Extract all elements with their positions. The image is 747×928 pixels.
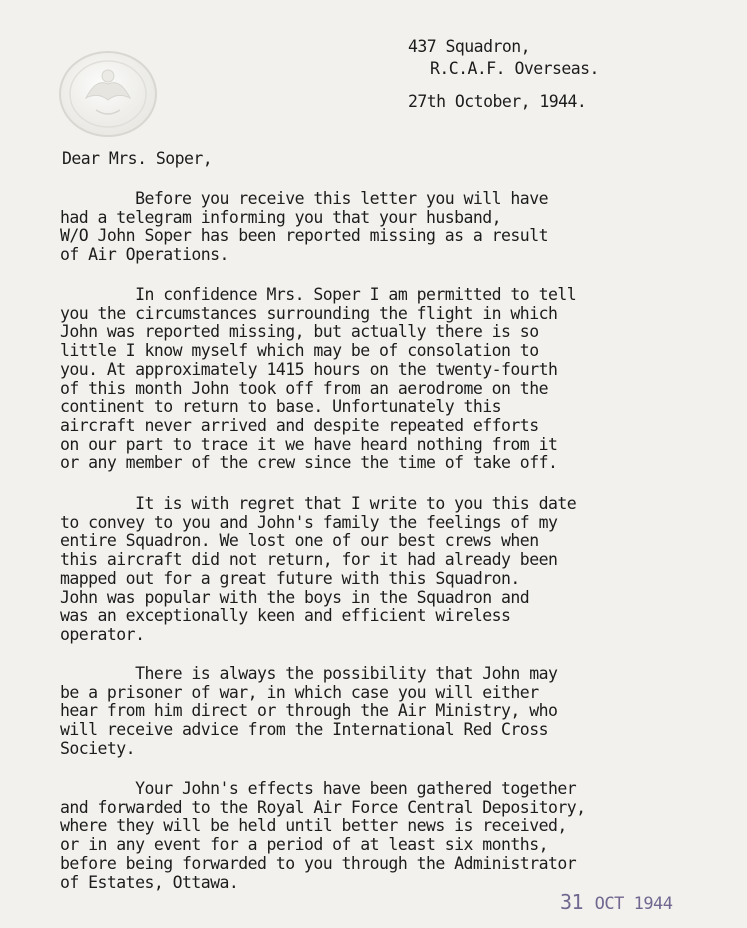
paragraph-5: Your John's effects have been gathered together and forwarded to the Royal Air Force Central Depository, where they will be held until better news is received, or in any event for a period of at least six months, before being forwarded to you through the Administrator of Estates, Ottawa. bbox=[60, 779, 586, 892]
unit-line: R.C.A.F. Overseas. bbox=[430, 59, 599, 78]
salutation: Dear Mrs. Soper, bbox=[62, 149, 213, 168]
received-date-stamp bbox=[560, 890, 673, 914]
paragraph-4: There is always the possibility that John may be a prisoner of war, in which case you will either hear from him direct or through the Air Ministry, who will receive advice from the International Red Cross Society. bbox=[60, 664, 558, 758]
letterhead bbox=[408, 36, 599, 80]
paragraph-2: In confidence Mrs. Soper I am permitted to tell you the circumstances surrounding the flight in which John was reported missing, but actually there is so little I know myself which may be of consolation to you. At approximately 1415 hours on the twenty-fourth of this month John took off from an aerodrome on the continent to return to base. Unfortunately this aircraft never arrived and despite repeated efforts on our part to trace it we have heard nothing from it or any member of the crew since the time of take off. bbox=[60, 285, 577, 473]
paragraph-1: Before you receive this letter you will have had a telegram informing you that your husband, W/O John Soper has been reported missing as a result of Air Operations. bbox=[60, 189, 548, 265]
letter-date: 27th October, 1944. bbox=[408, 92, 587, 111]
embossed-seal-icon bbox=[56, 48, 160, 140]
stamp-month-year: OCT 1944 bbox=[594, 894, 673, 914]
paragraph-3: It is with regret that I write to you this date to convey to you and John's family the feelings of my entire Squadron. We lost one of our best crews when this aircraft did not return, for it had already been mapped out for a great future with this Squadron. John was popular with the boys in the Squadron and was an exceptionally keen and efficient wireless operator. bbox=[60, 494, 577, 644]
squadron-line: 437 Squadron, bbox=[408, 37, 530, 56]
stamp-day: 31 bbox=[560, 890, 584, 914]
